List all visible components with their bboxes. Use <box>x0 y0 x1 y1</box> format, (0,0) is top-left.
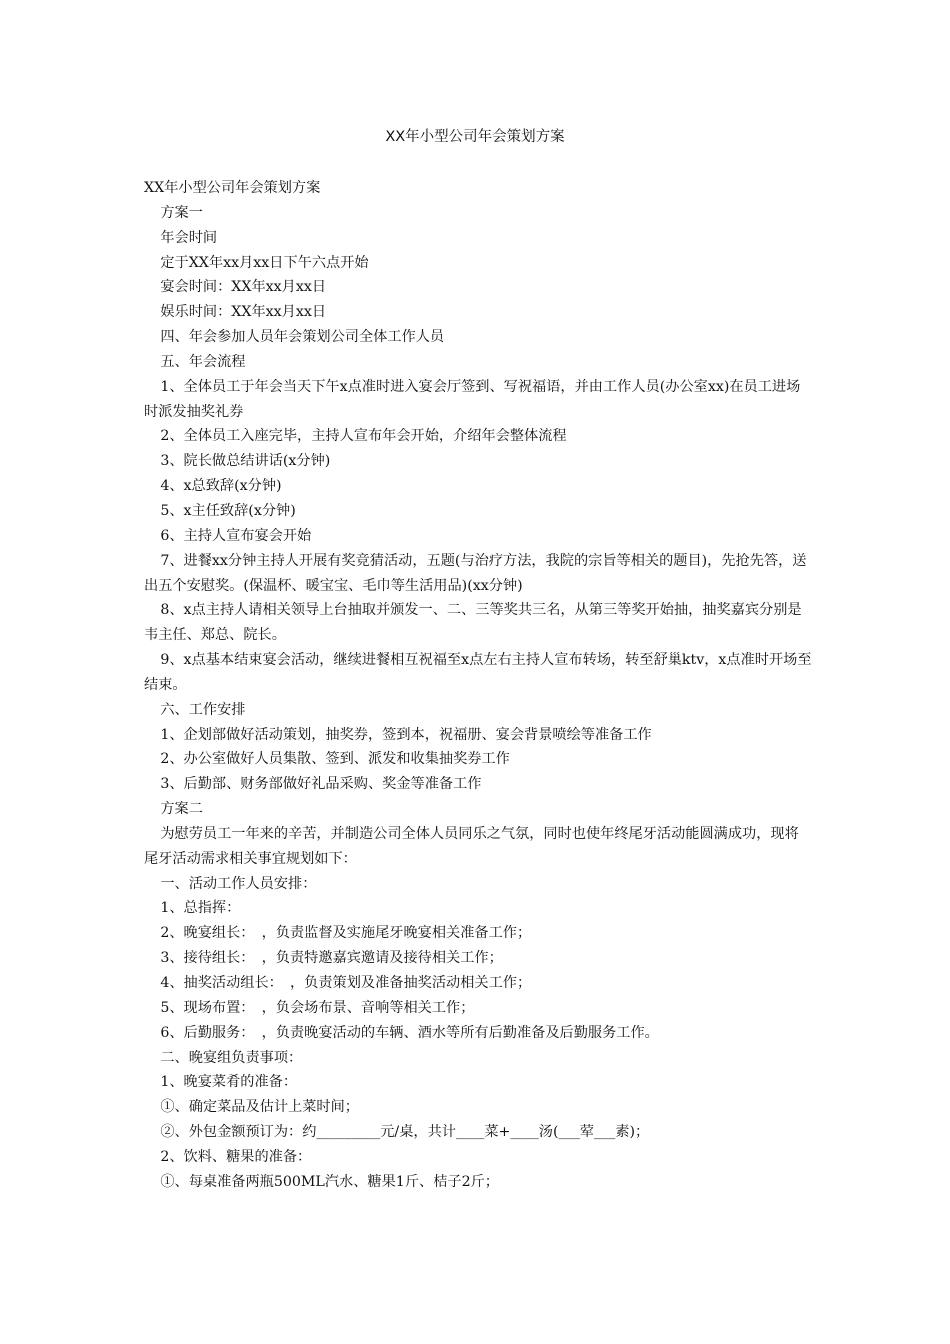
paragraph: 3、后勤部、财务部做好礼品采购、奖金等准备工作 <box>160 776 482 793</box>
paragraph: 1、总指挥： <box>160 900 241 917</box>
paragraph: 2、饮料、糖果的准备： <box>160 1148 312 1165</box>
paragraph: 4、x总致辞(x分钟) <box>160 478 282 495</box>
paragraph: 娱乐时间：XX年xx月xx日 <box>160 304 327 321</box>
paragraph: 方案一 <box>160 204 203 221</box>
paragraph: 2、办公室做好人员集散、签到、派发和收集抽奖券工作 <box>160 751 510 768</box>
paragraph: ①、每桌准备两瓶500ML汽水、糖果1斤、桔子2斤； <box>160 1173 499 1190</box>
paragraph: 5、现场布置： ，负会场布景、音响等相关工作； <box>160 999 475 1016</box>
paragraph: 为慰劳员工一年来的辛苦，并制造公司全体人员同乐之气氛，同时也使年终尾牙活动能圆满成功，现将尾牙活动需求相关事宜规划如下： <box>144 825 799 867</box>
paragraph: ②、外包金额预订为：约_________元/桌，共计____菜+____汤(___荤___素)； <box>160 1124 650 1141</box>
paragraph: 年会时间 <box>160 229 218 246</box>
paragraph: ①、确定菜品及估计上菜时间； <box>160 1099 359 1116</box>
paragraph: 3、院长做总结讲话(x分钟) <box>160 453 331 470</box>
paragraph: 四、年会参加人员年会策划公司全体工作人员 <box>160 329 445 346</box>
paragraph: 7、进餐xx分钟主持人开展有奖竞猜活动，五题(与治疗方法，我院的宗旨等相关的题目)，先抢先答，送出五个安慰奖。(保温杯、暖宝宝、毛巾等生活用品)(xx分钟) <box>144 552 807 594</box>
paragraph: 定于XX年xx月xx日下午六点开始 <box>160 254 369 271</box>
paragraph: 3、接待组长： ，负责特邀嘉宾邀请及接待相关工作； <box>160 950 503 967</box>
paragraph: 五、年会流程 <box>160 353 246 370</box>
paragraph: 宴会时间：XX年xx月xx日 <box>160 279 327 296</box>
paragraph: 一、活动工作人员安排： <box>160 875 317 892</box>
paragraph: 1、全体员工于年会当天下午x点准时进入宴会厅签到、写祝福语，并由工作人员(办公室xx)在员工进场时派发抽奖礼券 <box>144 378 801 420</box>
paragraph: 4、抽奖活动组长： ，负责策划及准备抽奖活动相关工作； <box>160 975 532 991</box>
paragraph: 9、x点基本结束宴会活动，继续进餐相互祝福至x点左右主持人宣布转场，转至舒巢ktv，x点准时开场至结束。 <box>144 652 812 693</box>
paragraph: 5、x主任致辞(x分钟) <box>160 502 296 519</box>
paragraph: 六、工作安排 <box>160 701 246 718</box>
document-title: XX年小型公司年会策划方案 <box>385 129 565 145</box>
paragraph: 二、晚宴组负责事项： <box>160 1049 303 1066</box>
paragraph: 2、晚宴组长： ，负责监督及实施尾牙晚宴相关准备工作； <box>160 925 532 942</box>
paragraph: 1、企划部做好活动策划，抽奖券，签到本，祝福册、宴会背景喷绘等准备工作 <box>160 726 652 743</box>
paragraph: 6、主持人宣布宴会开始 <box>160 527 312 544</box>
paragraph: XX年小型公司年会策划方案 <box>144 180 321 196</box>
paragraph: 2、全体员工入座完毕，主持人宣布年会开始，介绍年会整体流程 <box>160 428 567 445</box>
paragraph: 1、晚宴菜肴的准备： <box>160 1074 298 1091</box>
document-body <box>144 176 812 1195</box>
paragraph: 6、后勤服务： ，负责晚宴活动的车辆、酒水等所有后勤准备及后勤服务工作。 <box>160 1024 659 1041</box>
paragraph: 方案二 <box>160 801 203 818</box>
paragraph: 8、x点主持人请相关领导上台抽取并颁发一、二、三等奖共三名，从第三等奖开始抽，抽奖嘉宾分别是韦主任、郑总、院长。 <box>144 602 802 644</box>
